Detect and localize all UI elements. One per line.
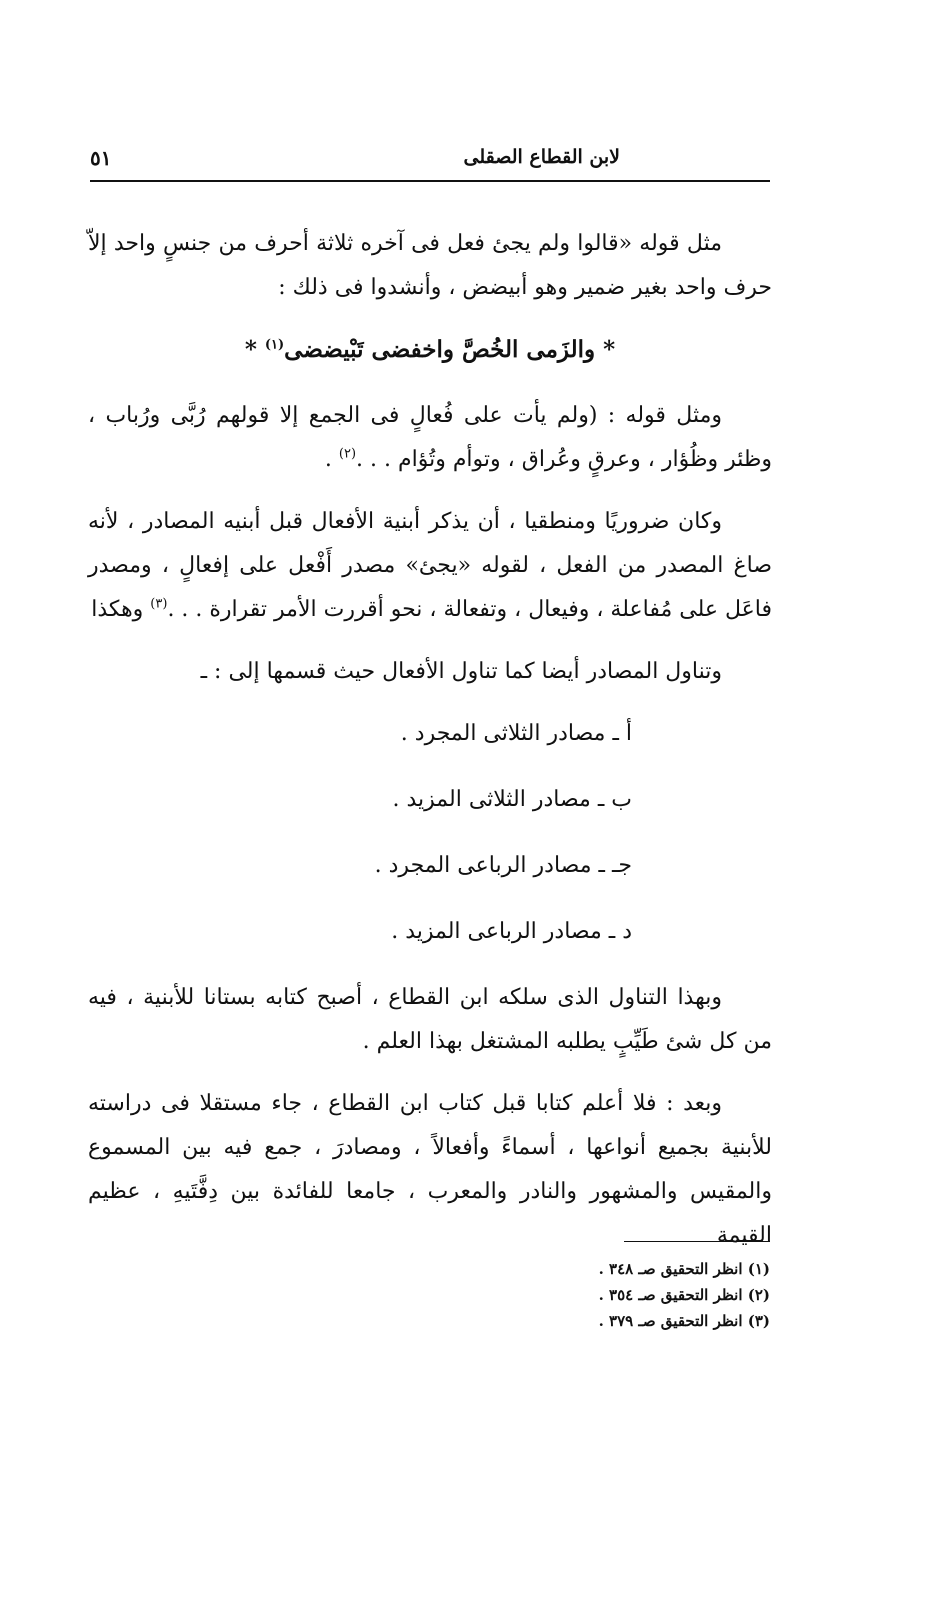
list-item: د ـ مصادر الرباعى المزيد . xyxy=(391,919,632,944)
running-header xyxy=(90,140,770,180)
paragraph-1: مثل قوله «قالوا ولم يجئ فعل فى آخره ثلاثة أحرف من جنسٍ واحد إلاّ حرف واحد بغير ضمير وهو أبيضض ، وأنشدوا فى ذلك : xyxy=(88,231,772,300)
footnote-ref-2: (٢) xyxy=(338,446,357,462)
paragraph-2 xyxy=(88,394,772,482)
footnote-3: (٣) انظر التحقيق صـ ٣٧٩ . xyxy=(598,1312,770,1330)
verse-end: * xyxy=(244,336,265,363)
paragraph-3 xyxy=(88,500,772,632)
footnote-ref-3: (٣) xyxy=(150,596,168,612)
paragraph-2-text: ومثل قوله : (ولم يأت على فُعالٍ فى الجمع إلا قولهم رُبَّى ورُباب ، وظئر وظُؤار ، وعرقٍ وعُراق ، وتوأم وتُؤام . . . xyxy=(88,403,772,472)
list-item: جـ ـ مصادر الرباعى المجرد . xyxy=(374,853,632,878)
running-title: لابن القطاع الصقلى xyxy=(463,146,620,168)
paragraph-3-text: وكان ضروريًا ومنطقيا ، أن يذكر أبنية الأفعال قبل أبنيه المصادر ، لأنه صاغ المصدر من الفعل ، لقوله «يجئ» مصدر أَفْعل على إفعالٍ ، ومصدر فاعَل على مُفاعلة ، وفيعال ، وتفعالة ، نحو أقررت الأمر تقرارة . . . xyxy=(88,509,772,622)
list-item: أ ـ مصادر الثلاثى المجرد . xyxy=(400,721,632,746)
masdar-list xyxy=(88,712,772,954)
paragraph-2-end: . xyxy=(324,447,339,472)
main-text xyxy=(88,222,772,1276)
footnote-1: (١) انظر التحقيق صـ ٣٤٨ . xyxy=(598,1260,770,1278)
footnote-ref-1: (١) xyxy=(264,337,285,353)
list-item: ب ـ مصادر الثلاثى المزيد . xyxy=(392,787,632,812)
paragraph-4: وتناول المصادر أيضا كما تناول الأفعال حيث قسمها إلى : ـ xyxy=(200,659,722,684)
footnote-2: (٢) انظر التحقيق صـ ٣٥٤ . xyxy=(598,1286,770,1304)
verse-text: * والزَمى الخُصَّ واخفضى تَبْيضضى xyxy=(284,336,616,363)
paragraph-6: وبعد : فلا أعلم كتابا قبل كتاب ابن القطاع ، جاء مستقلا فى دراسته للأبنية بجميع أنواعها ، أسماءً وأفعالاً ، ومصادرَ ، جمع فيه بين المسموع والمقيس والمشهور والنادر والمعرب ، جامعا للفائدة بين دِفَّتَيهِ ، عظيم القيمة xyxy=(88,1091,772,1248)
page-number: ٥١ xyxy=(90,146,112,170)
header-divider xyxy=(90,180,770,182)
footnotes xyxy=(200,1256,770,1334)
paragraph-3-end: وهكذا xyxy=(91,597,151,622)
footnote-divider xyxy=(624,1241,770,1242)
paragraph-5: وبهذا التناول الذى سلكه ابن القطاع ، أصبح كتابه بستانا للأبنية ، فيه من كل شئ طَيِّبٍ يطلبه المشتغل بهذا العلم . xyxy=(88,985,772,1054)
verse-line xyxy=(88,328,772,372)
